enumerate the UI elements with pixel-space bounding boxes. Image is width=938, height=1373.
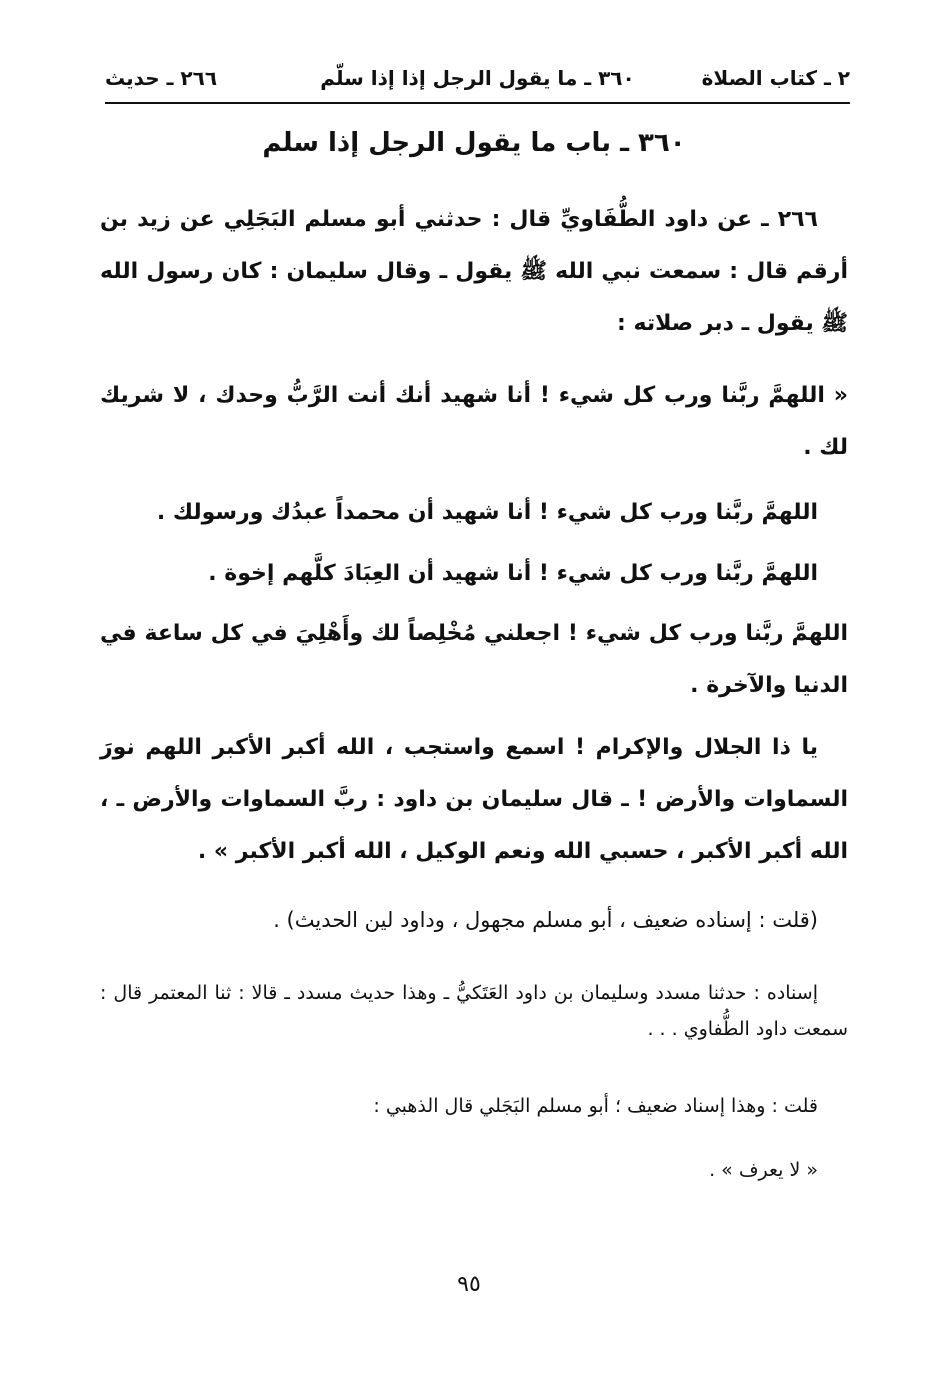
dua-paragraph-5: يا ذا الجلال والإكرام ! اسمع واستجب ، الله أكبر الأكبر اللهم نورَ السماوات والأرض ! ـ قال سليمان بن داود : ربَّ السماوات والأرض ـ ، الله أكبر الأكبر ، حسبي الله ونعم الوكيل ، الله أكبر الأكبر » . <box>100 735 848 864</box>
hadith-intro: ٢٦٦ ـ عن داود الطُّفَاويِّ قال : حدثني أبو مسلم البَجَلِي عن زيد بن أرقم قال : سمعت نبي الله ﷺ يقول ـ وقال سليمان : كان رسول الله ﷺ يقول ـ دبر صلاته : <box>100 207 848 336</box>
header-chapter-title: ٣٦٠ ـ ما يقول الرجل إذا إذا سلّم <box>320 66 635 90</box>
chapter-title: ٣٦٠ ـ باب ما يقول الرجل إذا سلم <box>262 128 686 158</box>
dua-paragraph-3: اللهمَّ ربَّنا ورب كل شيء ! أنا شهيد أن العِبَادَ كلَّهم إخوة . <box>208 561 818 586</box>
isnad-text: إسناده : حدثنا مسدد وسليمان بن داود العَتَكيُّ ـ وهذا حديث مسدد ـ قالا : ثنا المعتمر قال : سمعت داود الطُّفاوي . . . <box>100 982 848 1040</box>
page-number: ٩٥ <box>457 1272 481 1297</box>
note-line-1: قلت : وهذا إسناد ضعيف ؛ أبو مسلم البَجَلي قال الذهبي : <box>373 1095 818 1117</box>
note-line-2: « لا يعرف » . <box>709 1159 818 1181</box>
dua-paragraph-2: اللهمَّ ربَّنا ورب كل شيء ! أنا شهيد أن محمداً عبدُك ورسولك . <box>156 500 818 525</box>
dua-paragraph-1: « اللهمَّ ربَّنا ورب كل شيء ! أنا شهيد أنك أنت الرَّبُّ وحدك ، لا شريك لك . <box>100 383 848 460</box>
header-book-title: ٢ ـ كتاب الصلاة <box>701 66 850 90</box>
running-header <box>105 62 850 104</box>
verdict-note: (قلت : إسناده ضعيف ، أبو مسلم مجهول ، وداود لين الحديث) . <box>273 908 818 932</box>
dua-paragraph-4: اللهمَّ ربَّنا ورب كل شيء ! اجعلني مُخْلِصاً لك وأَهْلِيَ في كل ساعة في الدنيا والآخرة . <box>100 621 848 698</box>
header-hadith-number: ٢٦٦ ـ حديث <box>105 66 218 90</box>
